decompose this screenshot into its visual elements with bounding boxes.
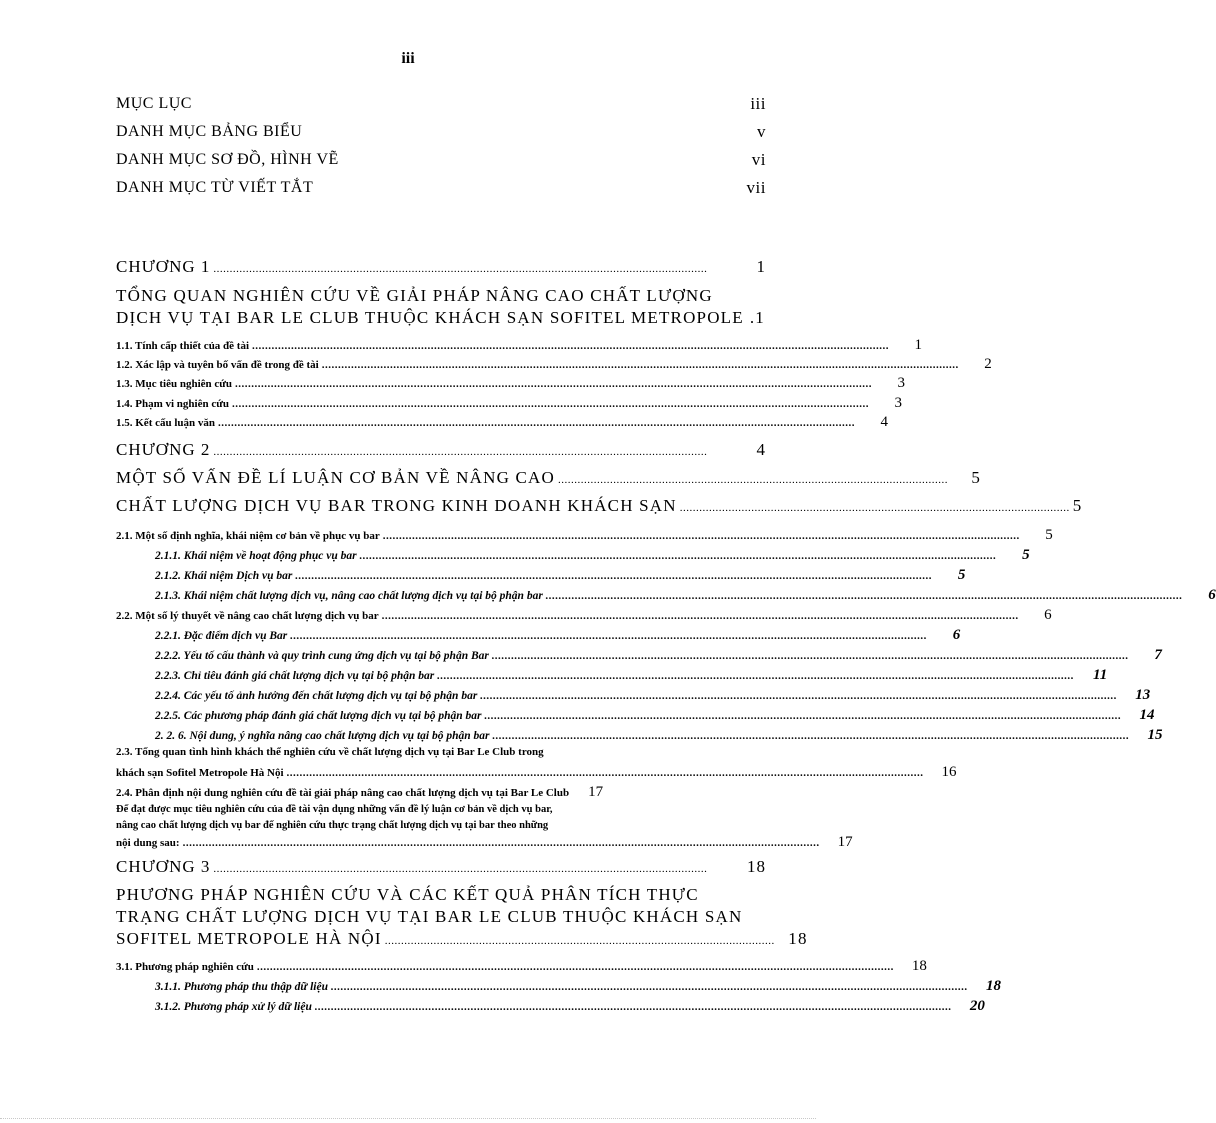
dot-leader: .................................................................................................................................................................................................... — [492, 730, 1130, 742]
toc-title: 2.2.1. Đặc điểm dịch vụ Bar — [155, 630, 288, 642]
toc-page: 14 — [1139, 707, 1155, 723]
toc-title: CHƯƠNG 3 — [116, 857, 211, 876]
toc-title: 1.1. Tính cấp thiết của đề tài — [116, 340, 250, 352]
dot-leader: .................................................................................................................................................................................................... — [235, 378, 872, 390]
toc-page: 2 — [984, 356, 992, 372]
toc-page: 18 — [747, 857, 766, 876]
toc-chapter-3-heading-line-1[interactable] — [116, 884, 766, 906]
dot-leader: .................................................................................................................................................................................................... — [321, 359, 959, 371]
dot-leader: .................................................................................................................................................................................................... — [252, 340, 890, 352]
toc-section-3-1[interactable] — [116, 958, 927, 976]
toc-page: 5 — [1045, 527, 1053, 543]
toc-title: 2.1.1. Khái niệm về hoạt động phục vụ bar — [155, 550, 357, 562]
toc-page: 5 — [957, 567, 966, 583]
toc-page: 6 — [952, 627, 961, 643]
page-number: iii — [401, 50, 415, 67]
toc-title: TRẠNG CHẤT LƯỢNG DỊCH VỤ TẠI BAR LE CLUB THUỘC KHÁCH SẠN — [116, 907, 743, 926]
front-matter-title: DANH MỤC BẢNG BIỂU — [116, 123, 303, 140]
toc-section-2-4-line-1[interactable] — [116, 784, 750, 802]
toc-chapter-1[interactable] — [116, 257, 766, 279]
toc-page: 17 — [837, 834, 853, 850]
toc-title: 2.2.4. Các yếu tố ảnh hưởng đến chất lượng dịch vụ tại bộ phận bar — [155, 690, 478, 702]
front-matter-title: DANH MỤC TỪ VIẾT TẮT — [116, 179, 314, 196]
dot-leader: .................................................................................................................................................................................................... — [491, 650, 1129, 662]
toc-chapter-2[interactable] — [116, 440, 766, 462]
dot-leader: ........................................................................................................................................................ — [213, 263, 708, 275]
toc-title: 3.1.2. Phương pháp xử lý dữ liệu — [155, 1001, 312, 1013]
dot-leader: .................................................................................................................................................................................................... — [314, 1001, 952, 1013]
toc-section-2-4-line-3 — [116, 818, 756, 833]
toc-page: 5 — [1072, 496, 1083, 515]
front-matter-title: DANH MỤC SƠ ĐỒ, HÌNH VẼ — [116, 151, 339, 168]
toc-title: CHƯƠNG 2 — [116, 440, 211, 459]
toc-page: 18 — [986, 978, 1002, 994]
toc-subsection-2-2-3[interactable] — [155, 667, 1108, 685]
dot-leader: ........................................................................................................................ — [558, 474, 949, 486]
toc-page: 4 — [880, 414, 889, 430]
dot-leader: .................................................................................................................................................................................................... — [256, 961, 894, 973]
toc-page: 17 — [588, 784, 604, 800]
toc-title: 1.4. Phạm vi nghiên cứu — [116, 398, 229, 410]
toc-subsection-3-1-1[interactable] — [155, 978, 1002, 996]
toc-title: 2.1.2. Khái niệm Dịch vụ bar — [155, 570, 293, 582]
toc-subsection-2-2-4[interactable] — [155, 687, 1151, 705]
toc-page: 4 — [756, 440, 766, 459]
dot-leader: .................................................................................................................................................................................................... — [231, 398, 869, 410]
toc-page: 5 — [971, 468, 982, 487]
toc-subsection-2-2-5[interactable] — [155, 707, 1155, 725]
toc-section-2-3-line-2[interactable] — [116, 764, 957, 782]
front-matter-title: MỤC LỤC — [116, 95, 192, 112]
toc-title: 2.2. Một số lý thuyết về nâng cao chất lượng dịch vụ bar — [116, 610, 379, 622]
front-matter-page: vii — [746, 178, 766, 197]
toc-title: 3.1. Phương pháp nghiên cứu — [116, 961, 254, 973]
dot-leader: .................................................................................................................................................................................................... — [437, 670, 1075, 682]
toc-page: 18 — [788, 929, 808, 948]
toc-subsection-2-1-1[interactable] — [155, 547, 1030, 565]
toc-title: 2.1.3. Khái niệm chất lượng dịch vụ, nâng cao chất lượng dịch vụ tại bộ phận bar — [155, 590, 543, 602]
toc-page: 3 — [894, 395, 902, 411]
toc-page: 1 — [756, 257, 766, 276]
front-matter-item[interactable] — [116, 149, 766, 171]
dot-leader: ........................................................................................................................ — [384, 935, 775, 947]
toc-title: 1.3. Mục tiêu nghiên cứu — [116, 378, 232, 390]
toc-title: 2.2.2. Yếu tố cấu thành và quy trình cung ứng dịch vụ tại bộ phận Bar — [155, 650, 489, 662]
toc-title: DỊCH VỤ TẠI BAR LE CLUB THUỘC KHÁCH SẠN SOFITEL METROPOLE — [116, 308, 744, 327]
toc-title: 2.2.3. Chỉ tiêu đánh giá chất lượng dịch vụ tại bộ phận bar — [155, 670, 435, 682]
dot-leader: .................................................................................................................................................................................................... — [359, 550, 997, 562]
dot-leader: .................................................................................................................................................................................................... — [290, 630, 928, 642]
dot-leader: ........................................................................................................................ — [679, 502, 1070, 514]
toc-page: 1 — [914, 337, 923, 353]
front-matter-page: v — [757, 122, 766, 141]
toc-text: nâng cao chất lượng dịch vụ bar để nghiên cứu thực trạng chất lượng dịch vụ tại bar theo những — [116, 820, 549, 831]
toc-title: khách sạn Sofitel Metropole Hà Nội — [116, 767, 284, 779]
dot-leader: .................................................................................................................................................................................................... — [286, 767, 924, 779]
toc-section-1-2[interactable] — [116, 356, 992, 374]
dot-leader: .................................................................................................................................................................................................... — [295, 570, 933, 582]
front-matter-page: vi — [751, 150, 766, 169]
toc-section-2-3-line-1[interactable] — [116, 746, 756, 764]
toc-subsection-2-2-6[interactable] — [155, 727, 1163, 745]
toc-title: 2.4. Phân định nội dung nghiên cứu đề tài giải pháp nâng cao chất lượng dịch vụ tại Bar Le Club — [116, 787, 570, 799]
toc-title: 2.3. Tổng quan tình hình khách thể nghiên cứu về chất lượng dịch vụ tại Bar Le Club trong — [116, 746, 544, 758]
dot-leader: .................................................................................................................................................................................................... — [480, 690, 1118, 702]
toc-section-1-3[interactable] — [116, 375, 905, 393]
toc-page: 11 — [1093, 667, 1108, 683]
dot-leader: ........................................................................................................................................................ — [213, 446, 708, 458]
toc-page: 6 — [1208, 587, 1216, 603]
toc-subsection-2-2-2[interactable] — [155, 647, 1162, 665]
front-matter-item[interactable] — [116, 177, 766, 199]
toc-text: Để đạt được mục tiêu nghiên cứu của đề tài vận dụng những vấn đề lý luận cơ bản về dịch vụ bar, — [116, 804, 553, 815]
toc-chapter-3-heading-line-3[interactable] — [116, 928, 808, 952]
dot-leader: .................................................................................................................................................................................................... — [545, 590, 1183, 602]
toc-chapter-2-heading-line-1[interactable] — [116, 467, 982, 491]
toc-page: 3 — [897, 375, 905, 391]
dot-leader: ........................................................................................................................................................ — [213, 863, 708, 875]
front-matter-item[interactable] — [116, 93, 766, 115]
toc-title: MỘT SỐ VẤN ĐỀ LÍ LUẬN CƠ BẢN VỀ NÂNG CAO — [116, 468, 556, 487]
toc-section-2-4-line-2 — [116, 802, 756, 817]
toc-title: PHƯƠNG PHÁP NGHIÊN CỨU VÀ CÁC KẾT QUẢ PHÂN TÍCH THỰC — [116, 885, 699, 904]
toc-chapter-3-heading-line-2[interactable] — [116, 906, 766, 928]
toc-chapter-3[interactable] — [116, 857, 766, 879]
toc-title: 2. 2. 6. Nội dung, ý nghĩa nâng cao chất lượng dịch vụ tại bộ phận bar — [155, 730, 490, 742]
toc-chapter-2-heading-line-2[interactable] — [116, 495, 1083, 519]
toc-page: 5 — [1022, 547, 1030, 563]
dot-leader: .................................................................................................................................................................................................... — [484, 710, 1122, 722]
toc-title: SOFITEL METROPOLE HÀ NỘI — [116, 929, 382, 948]
dot-leader: .................................................................................................................................................................................................... — [182, 837, 820, 849]
toc-title: 2.2.5. Các phương pháp đánh giá chất lượng dịch vụ tại bộ phận bar — [155, 710, 482, 722]
toc-section-2-2[interactable] — [116, 607, 1052, 625]
dot-leader: .................................................................................................................................................................................................... — [218, 417, 856, 429]
toc-title: CHƯƠNG 1 — [116, 257, 211, 276]
toc-title: TỔNG QUAN NGHIÊN CỨU VỀ GIẢI PHÁP NÂNG CAO CHẤT LƯỢNG — [116, 286, 713, 305]
toc-title: nội dung sau: — [116, 837, 180, 849]
page-bottom-rule — [0, 1118, 816, 1119]
toc-title: 1.5. Kết cấu luận văn — [116, 417, 216, 429]
toc-section-2-4-line-4[interactable] — [116, 834, 853, 852]
toc-section-2-1[interactable] — [116, 527, 1053, 545]
toc-page: 16 — [941, 764, 957, 780]
toc-subsection-2-1-2[interactable] — [155, 567, 966, 585]
toc-subsection-3-1-2[interactable] — [155, 998, 985, 1016]
toc-page: 6 — [1044, 607, 1052, 623]
dot-leader: .................................................................................................................................................................................................... — [382, 530, 1020, 542]
toc-subsection-2-2-1[interactable] — [155, 627, 961, 645]
toc-page: 18 — [911, 958, 927, 974]
toc-title: 2.1. Một số định nghĩa, khái niệm cơ bản về phục vụ bar — [116, 530, 380, 542]
toc-page: 20 — [969, 998, 985, 1014]
toc-title: 1.2. Xác lập và tuyên bố vấn đề trong đề tài — [116, 359, 319, 371]
toc-page: 15 — [1147, 727, 1163, 743]
toc-page: .1 — [749, 308, 766, 327]
toc-page: 7 — [1154, 647, 1162, 663]
dot-leader: .................................................................................................................................................................................................... — [331, 981, 969, 993]
toc-page: 13 — [1135, 687, 1151, 703]
toc-section-1-1[interactable] — [116, 337, 923, 355]
toc-subsection-2-1-3[interactable] — [155, 587, 1216, 605]
toc-section-1-5[interactable] — [116, 414, 889, 432]
front-matter-item[interactable] — [116, 121, 766, 143]
toc-section-1-4[interactable] — [116, 395, 902, 413]
toc-chapter-1-heading-line-2[interactable] — [116, 307, 768, 329]
dot-leader: .................................................................................................................................................................................................... — [381, 610, 1019, 622]
front-matter-page: iii — [750, 94, 766, 113]
toc-chapter-1-heading-line-1[interactable] — [116, 285, 766, 307]
toc-title: 3.1.1. Phương pháp thu thập dữ liệu — [155, 981, 329, 993]
toc-title: CHẤT LƯỢNG DỊCH VỤ BAR TRONG KINH DOANH KHÁCH SẠN — [116, 496, 677, 515]
